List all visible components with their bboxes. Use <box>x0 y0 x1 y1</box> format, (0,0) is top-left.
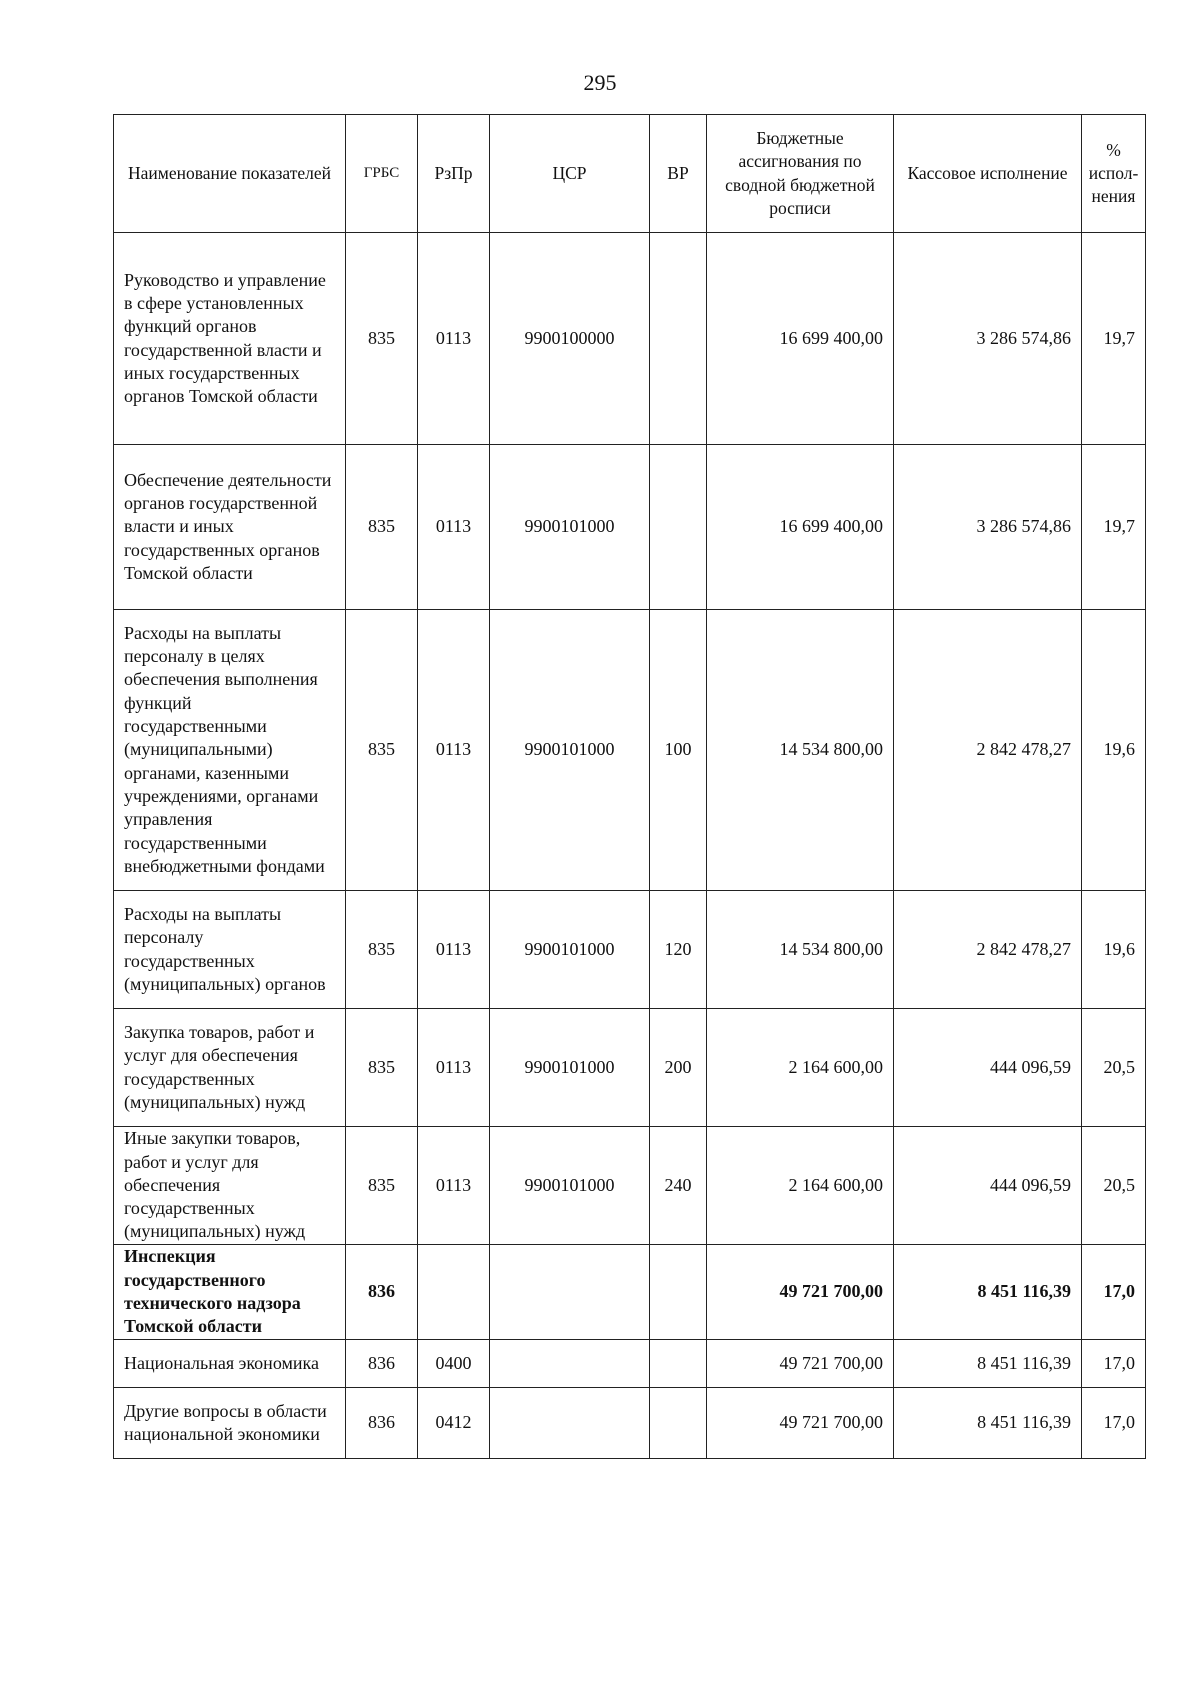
cell-grbs: 835 <box>346 610 418 891</box>
cell-budget: 16 699 400,00 <box>707 233 894 445</box>
cell-csr: 9900101000 <box>490 1127 650 1245</box>
cell-pct: 20,5 <box>1082 1127 1146 1245</box>
cell-pct: 19,7 <box>1082 445 1146 610</box>
cell-pct: 19,6 <box>1082 610 1146 891</box>
cell-csr <box>490 1245 650 1340</box>
cell-rzpr: 0113 <box>418 445 490 610</box>
table-row <box>114 1340 1146 1388</box>
table-row <box>114 1245 1146 1340</box>
cell-cash: 8 451 116,39 <box>894 1245 1082 1340</box>
cell-name: Обеспечение деятельности органов государственной власти и иных государственных органов Томской области <box>114 445 346 610</box>
cell-name: Другие вопросы в области национальной экономики <box>114 1388 346 1459</box>
header-pct: % испол-нения <box>1082 115 1146 233</box>
cell-csr <box>490 1340 650 1388</box>
cell-budget: 49 721 700,00 <box>707 1388 894 1459</box>
cell-pct: 19,7 <box>1082 233 1146 445</box>
cell-vr <box>650 445 707 610</box>
cell-pct: 17,0 <box>1082 1340 1146 1388</box>
cell-cash: 2 842 478,27 <box>894 610 1082 891</box>
cell-name: Расходы на выплаты персоналу в целях обеспечения выполнения функций государственными (муниципальными) органами, казенными учреждениями, органами управления государственными внебюджетными фондами <box>114 610 346 891</box>
budget-execution-table <box>113 114 1146 1459</box>
table-row <box>114 233 1146 445</box>
cell-csr: 9900101000 <box>490 1009 650 1127</box>
cell-csr <box>490 1388 650 1459</box>
header-cash: Кассовое исполнение <box>894 115 1082 233</box>
cell-grbs: 835 <box>346 891 418 1009</box>
cell-budget: 16 699 400,00 <box>707 445 894 610</box>
cell-cash: 3 286 574,86 <box>894 233 1082 445</box>
cell-rzpr: 0400 <box>418 1340 490 1388</box>
table-row <box>114 445 1146 610</box>
cell-budget: 14 534 800,00 <box>707 891 894 1009</box>
cell-csr: 9900100000 <box>490 233 650 445</box>
cell-cash: 3 286 574,86 <box>894 445 1082 610</box>
cell-grbs: 835 <box>346 445 418 610</box>
cell-name: Национальная экономика <box>114 1340 346 1388</box>
cell-rzpr: 0113 <box>418 891 490 1009</box>
table-body <box>114 233 1146 1459</box>
page-number: 295 <box>583 70 617 95</box>
table-row <box>114 1388 1146 1459</box>
cell-cash: 8 451 116,39 <box>894 1340 1082 1388</box>
table-header-row <box>114 115 1146 233</box>
cell-vr: 100 <box>650 610 707 891</box>
table-row <box>114 1009 1146 1127</box>
cell-rzpr: 0113 <box>418 233 490 445</box>
cell-cash: 444 096,59 <box>894 1009 1082 1127</box>
header-budget: Бюджетные ассигнования по сводной бюджетной росписи <box>707 115 894 233</box>
header-vr: ВР <box>650 115 707 233</box>
cell-rzpr <box>418 1245 490 1340</box>
table-row <box>114 891 1146 1009</box>
cell-pct: 19,6 <box>1082 891 1146 1009</box>
header-grbs: ГРБС <box>346 115 418 233</box>
cell-pct: 17,0 <box>1082 1245 1146 1340</box>
cell-budget: 49 721 700,00 <box>707 1340 894 1388</box>
cell-name: Закупка товаров, работ и услуг для обеспечения государственных (муниципальных) нужд <box>114 1009 346 1127</box>
cell-budget: 49 721 700,00 <box>707 1245 894 1340</box>
cell-name: Руководство и управление в сфере установленных функций органов государственной власти и иных государственных органов Томской области <box>114 233 346 445</box>
cell-name: Инспекция государственного технического надзора Томской области <box>114 1245 346 1340</box>
cell-csr: 9900101000 <box>490 610 650 891</box>
cell-grbs: 836 <box>346 1245 418 1340</box>
header-rzpr: РзПр <box>418 115 490 233</box>
cell-pct: 20,5 <box>1082 1009 1146 1127</box>
header-csr: ЦСР <box>490 115 650 233</box>
cell-vr <box>650 1245 707 1340</box>
cell-rzpr: 0113 <box>418 1127 490 1245</box>
cell-pct: 17,0 <box>1082 1388 1146 1459</box>
table-row <box>114 1127 1146 1245</box>
cell-rzpr: 0412 <box>418 1388 490 1459</box>
cell-budget: 2 164 600,00 <box>707 1009 894 1127</box>
cell-budget: 2 164 600,00 <box>707 1127 894 1245</box>
cell-grbs: 835 <box>346 233 418 445</box>
cell-vr <box>650 233 707 445</box>
cell-rzpr: 0113 <box>418 1009 490 1127</box>
cell-vr: 120 <box>650 891 707 1009</box>
cell-grbs: 835 <box>346 1009 418 1127</box>
cell-grbs: 836 <box>346 1340 418 1388</box>
cell-csr: 9900101000 <box>490 891 650 1009</box>
header-name: Наименование показателей <box>114 115 346 233</box>
cell-grbs: 836 <box>346 1388 418 1459</box>
cell-cash: 2 842 478,27 <box>894 891 1082 1009</box>
cell-name: Иные закупки товаров, работ и услуг для обеспечения государственных (муниципальных) нужд <box>114 1127 346 1245</box>
cell-grbs: 835 <box>346 1127 418 1245</box>
cell-vr: 200 <box>650 1009 707 1127</box>
cell-vr <box>650 1340 707 1388</box>
cell-cash: 444 096,59 <box>894 1127 1082 1245</box>
cell-cash: 8 451 116,39 <box>894 1388 1082 1459</box>
cell-budget: 14 534 800,00 <box>707 610 894 891</box>
cell-csr: 9900101000 <box>490 445 650 610</box>
cell-rzpr: 0113 <box>418 610 490 891</box>
table-row <box>114 610 1146 891</box>
cell-vr: 240 <box>650 1127 707 1245</box>
cell-name: Расходы на выплаты персоналу государственных (муниципальных) органов <box>114 891 346 1009</box>
cell-vr <box>650 1388 707 1459</box>
